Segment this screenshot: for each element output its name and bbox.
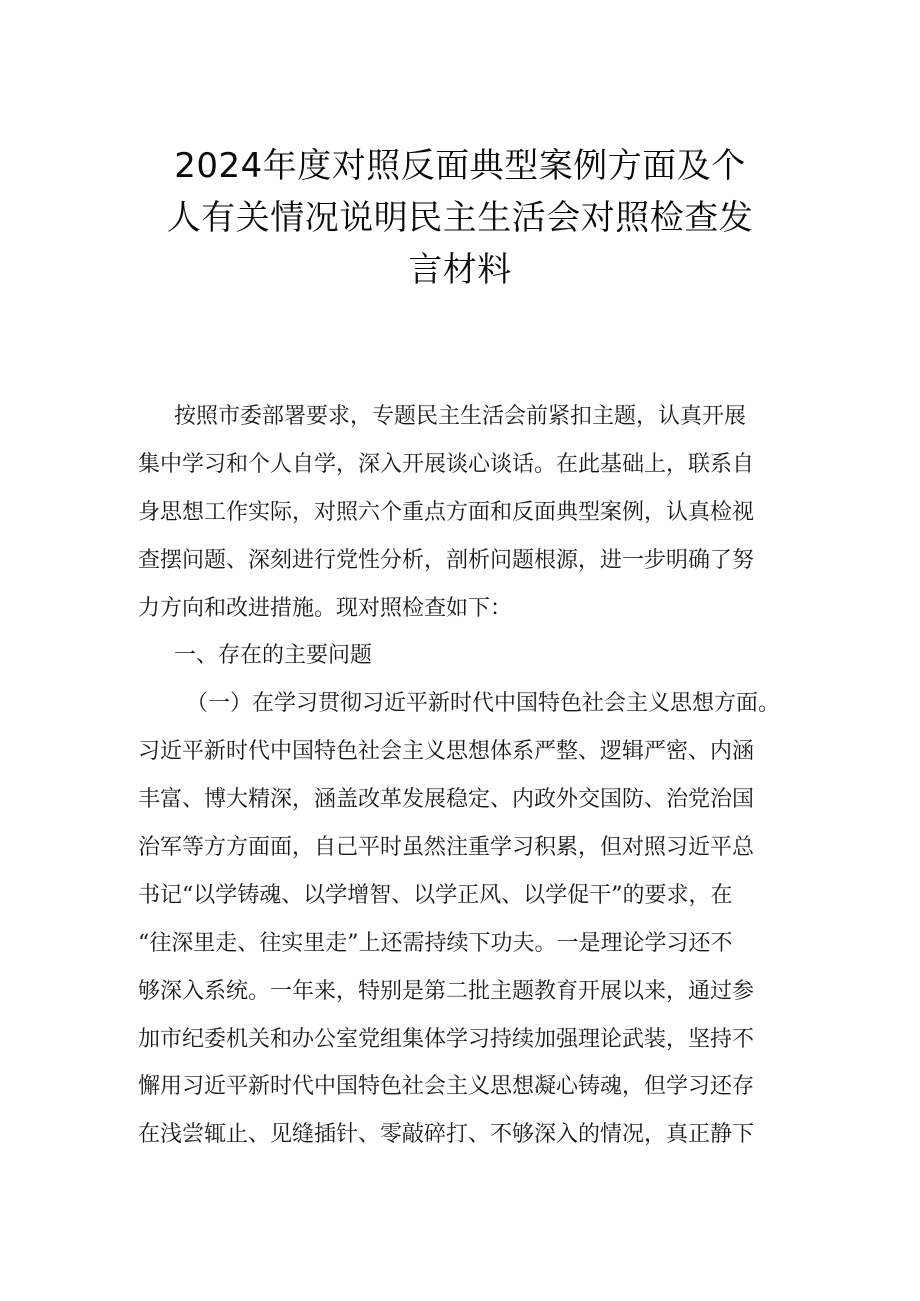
paragraph-line: 按照市委部署要求，专题民主生活会前紧扣主题，认真开展 — [174, 404, 747, 429]
title-line: 人有关情况说明民主生活会对照检查发 — [166, 198, 754, 238]
paragraph-line: 查摆问题、深刻进行党性分析，剖析问题根源，进一步明确了努 — [138, 547, 755, 573]
paragraph-line: 在浅尝辄止、见缝插针、零敲碎打、不够深入的情况，真正静下 — [138, 1122, 755, 1148]
subsection-heading: （一）在学习贯彻习近平新时代中国特色社会主义思想方面。 — [186, 691, 781, 717]
document-title — [120, 140, 800, 296]
paragraph-line: 够深入系统。一年来，特别是第二批主题教育开展以来，通过参 — [138, 978, 755, 1004]
paragraph-line: 力方向和改进措施。现对照检查如下： — [138, 595, 513, 621]
paragraph-line: “往深里走、往实里走”上还需持续下功夫。一是理论学习还不 — [138, 930, 733, 956]
document-body — [138, 393, 798, 1159]
paragraph-line: 书记“以学铸魂、以学增智、以学正风、以学促干”的要求，在 — [138, 882, 733, 908]
section-heading: 一、存在的主要问题 — [174, 643, 373, 669]
paragraph-line: 丰富、博大精深，涵盖改革发展稳定、内政外交国防、治党治国 — [138, 787, 755, 813]
title-line: 2024年度对照反面典型案例方面及个 — [174, 146, 746, 186]
paragraph-line: 习近平新时代中国特色社会主义思想体系严整、逻辑严密、内涵 — [138, 739, 755, 765]
paragraph-line: 加市纪委机关和办公室党组集体学习持续加强理论武装，坚持不 — [138, 1026, 755, 1052]
paragraph-line: 懈用习近平新时代中国特色社会主义思想凝心铸魂，但学习还存 — [138, 1074, 755, 1100]
paragraph-line: 治军等方方面面，自己平时虽然注重学习积累，但对照习近平总 — [138, 835, 755, 861]
title-line: 言材料 — [408, 250, 512, 290]
paragraph-line: 身思想工作实际，对照六个重点方面和反面典型案例，认真检视 — [138, 499, 755, 525]
paragraph-line: 集中学习和个人自学，深入开展谈心谈话。在此基础上，联系自 — [138, 451, 755, 477]
